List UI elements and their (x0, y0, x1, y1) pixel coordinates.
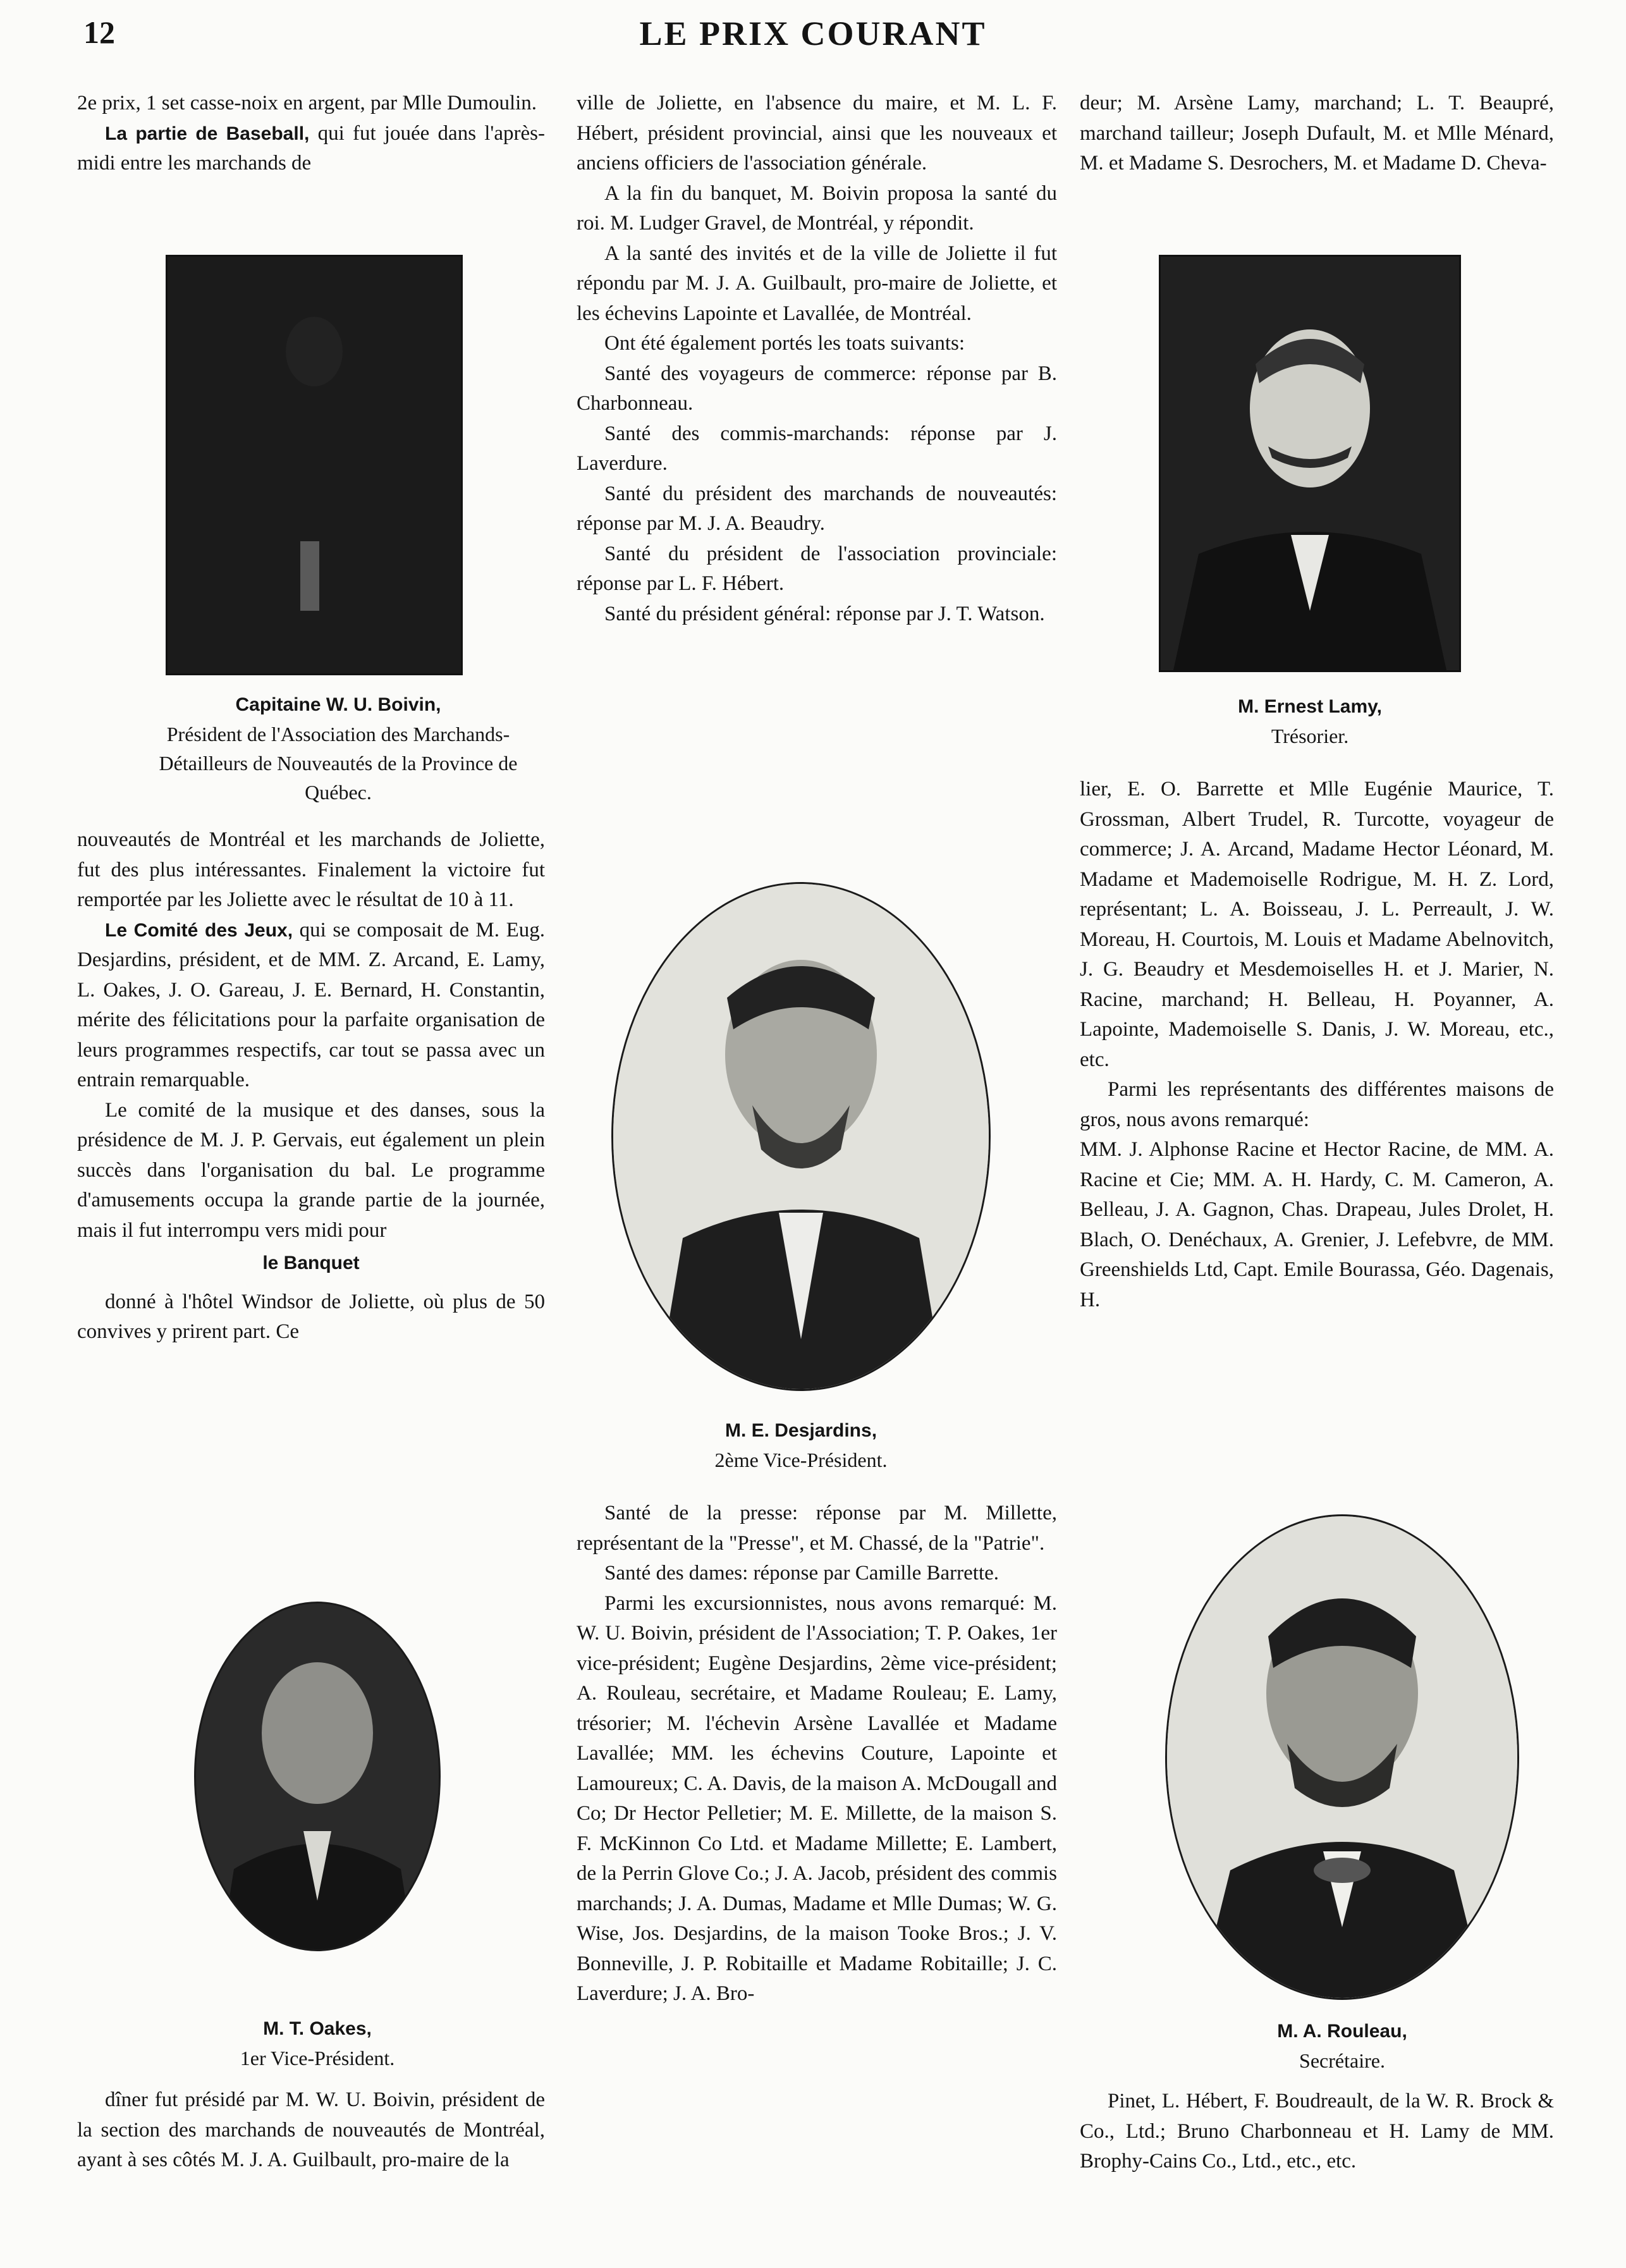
paragraph: 2e prix, 1 set casse-noix en argent, par Mlle Dumoulin. (77, 92, 537, 114)
caption-title: Secrétaire. (1299, 2049, 1385, 2072)
paragraph: Santé des commis-marchands: réponse par J. Laverdure. (577, 422, 1057, 475)
paragraph: donné à l'hôtel Windsor de Joliette, où plus de 50 convives y prirent part. Ce (77, 1290, 545, 1343)
caption-name: Capitaine W. U. Boivin, (235, 694, 441, 715)
caption-oakes (178, 2014, 456, 2073)
caption-name: M. Ernest Lamy, (1238, 696, 1382, 717)
paragraph: lier, E. O. Barrette et Mlle Eugénie Maurice, T. Grossman, Albert Trudel, R. Turcotte, voyageur de commerce; J. A. Arcand, Madame Hector Léonard, M. Madame et Mademoiselle Rodrigue, M. H. Z. Lord, représentant; L. A. Boisseau, J. L. Perreault, J. W. Moreau, H. Courtois, M. Louis et Madame Abelnovitch, J. G. Beaudry et Mesdemoiselles H. et J. Marier, N. Racine, marchand; H. Belleau, H. Poyanner, A. Lapointe, Mademoiselle S. Danis, J. W. Moreau, etc., etc. (1080, 778, 1554, 1071)
paragraph: Santé de la presse: réponse par M. Millette, représentant de la "Presse", et M. Chassé, de la "Patrie". (577, 1502, 1057, 1555)
journal-title: LE PRIX COURANT (639, 15, 987, 52)
paragraph: Santé du président général: réponse par J. T. Watson. (604, 602, 1045, 625)
paragraph: nouveautés de Montréal et les marchands de Joliette, fut des plus intéressantes. Finalement la victoire fut remportée par les Joliette avec le résultat de 10 à 11. (77, 828, 545, 911)
paragraph: Le comité de la musique et des danses, sous la présidence de M. J. P. Gervais, eut également un plein succès dans l'organisation du bal. Le programme d'amusements occupa la grande partie de la journée, mais il fut interrompu vers midi pour (77, 1098, 545, 1242)
page-number: 12 (83, 15, 115, 50)
subhead-banquet: le Banquet (262, 1253, 360, 1273)
paragraph: A la fin du banquet, M. Boivin proposa la santé du roi. M. Ludger Gravel, de Montréal, y répondit. (577, 181, 1057, 235)
column-3-bottom (1080, 2087, 1554, 2177)
paragraph-text: qui fut jouée dans l'après-midi entre les marchands de (77, 121, 545, 175)
paragraph: Santé des voyageurs de commerce: réponse par B. Charbonneau. (577, 362, 1057, 415)
paragraph: ville de Joliette, en l'absence du maire, et M. L. F. Hébert, président provincial, ainsi que les nouveaux et anciens officiers de l'association générale. (577, 92, 1057, 175)
column-3-top (1080, 89, 1554, 179)
paragraph-lead: Le Comité des Jeux, (105, 919, 293, 941)
paragraph: Ont été également portés les toats suivants: (604, 332, 965, 355)
caption-title: 2ème Vice-Président. (714, 1449, 888, 1471)
paragraph: deur; M. Arsène Lamy, marchand; L. T. Beaupré, marchand tailleur; Joseph Dufault, M. et Mlle Ménard, M. et Madame S. Desrochers, M. et Madame D. Cheva- (1080, 92, 1554, 175)
portrait-silhouette (613, 884, 989, 1389)
paragraph: Parmi les représentants des différentes maisons de gros, nous avons remarqué: (1080, 1078, 1554, 1131)
paragraph (77, 916, 545, 1096)
portrait-silhouette (196, 1603, 439, 1949)
portrait-desjardins (611, 882, 991, 1391)
paragraph: MM. J. Alphonse Racine et Hector Racine, de MM. A. Racine et Cie; MM. A. H. Hardy, C. M. Cameron, A. Belleau, J. A. Gagnon, Chas. Drapeau, Jules Drolet, H. Blach, O. Denéchaux, A. Grenier, J. Lefebvre, de MM. Greenshields Ltd, Capt. Emile Bourassa, Géo. Dagenais, H. (1080, 1138, 1554, 1311)
caption-name: M. A. Rouleau, (1277, 2021, 1407, 2042)
caption-boivin (136, 690, 541, 807)
portrait-silhouette (1167, 1516, 1517, 1998)
paragraph: Pinet, L. Hébert, F. Boudreault, de la W. R. Brock & Co., Ltd.; Bruno Charbonneau et H. Lamy de MM. Brophy-Cains Co., Ltd., etc., etc. (1080, 2090, 1554, 2173)
paragraph: dîner fut présidé par M. W. U. Boivin, président de la section des marchands de nouveautés de Montréal, ayant à ses côtés M. J. A. Guilbault, pro-maire de la (77, 2088, 545, 2171)
column-1-bottom (77, 2085, 545, 2176)
paragraph: Santé du président des marchands de nouveautés: réponse par M. J. A. Beaudry. (577, 482, 1057, 535)
caption-lamy (1139, 692, 1481, 751)
column-3-middle (1080, 775, 1554, 1315)
caption-title: Président de l'Association des Marchands-Détailleurs de Nouveautés de la Province de Québec. (159, 723, 518, 804)
caption-name: M. E. Desjardins, (724, 1420, 877, 1441)
portrait-silhouette (1161, 257, 1459, 670)
paragraph-lead: La partie de Baseball, (105, 123, 310, 144)
portrait-oakes (194, 1602, 441, 1951)
caption-desjardins (630, 1416, 972, 1474)
column-2-top (577, 89, 1057, 629)
caption-title: Trésorier. (1271, 725, 1349, 747)
portrait-boivin (166, 255, 463, 675)
paragraph: Santé des dames: réponse par Camille Barrette. (604, 1562, 999, 1585)
paragraph: Santé du président de l'association provinciale: réponse par L. F. Hébert. (577, 542, 1057, 595)
portrait-lamy (1159, 255, 1461, 672)
caption-title: 1er Vice-Président. (240, 2047, 395, 2069)
column-2-bottom (577, 1499, 1057, 2009)
portrait-silhouette (168, 257, 461, 673)
caption-name: M. T. Oakes, (263, 2018, 372, 2039)
paragraph-text: qui se composait de M. Eug. Desjardins, président, et de MM. Z. Arcand, E. Lamy, L. Oakes, J. O. Gareau, J. E. Bernard, H. Constantin, mérite des félicitations pour la parfaite organisation de leurs programmes respectifs, car tout se passa avec un entrain remarquable. (77, 918, 545, 1091)
column-1-top (77, 89, 545, 179)
paragraph: A la santé des invités et de la ville de Joliette il fut répondu par M. J. A. Guilbault, pro-maire de Joliette, et les échevins Lapointe et Lavallée, de Montréal. (577, 242, 1057, 325)
portrait-rouleau (1165, 1514, 1519, 2000)
paragraph (77, 119, 545, 179)
paragraph: Parmi les excursionnistes, nous avons remarqué: M. W. U. Boivin, président de l'Association; T. P. Oakes, 1er vice-président; Eugène Desjardins, 2ème vice-président; A. Rouleau, secrétaire, et Madame Rouleau; E. Lamy, trésorier; M. l'échevin Arsène Lavallée et Madame Lavallée; MM. les échevins Couture, Lapointe et Lamoureux; C. A. Davis, de la maison A. McDougall and Co; Dr Hector Pelletier; M. E. Millette, de la maison S. F. McKinnon Co Ltd. et Madame Millette; E. Lambert, de la Perrin Glove Co.; J. A. Jacob, président des commis marchands; J. A. Dumas, Madame et Mlle Dumas; W. G. Wise, Jos. Desjardins, de la maison Tooke Bros.; J. V. Bonneville, J. P. Robitaille et Madame Robitaille; J. C. Laverdure; J. A. Bro- (577, 1591, 1057, 2005)
column-1-middle (77, 825, 545, 1347)
caption-rouleau (1171, 2017, 1513, 2075)
